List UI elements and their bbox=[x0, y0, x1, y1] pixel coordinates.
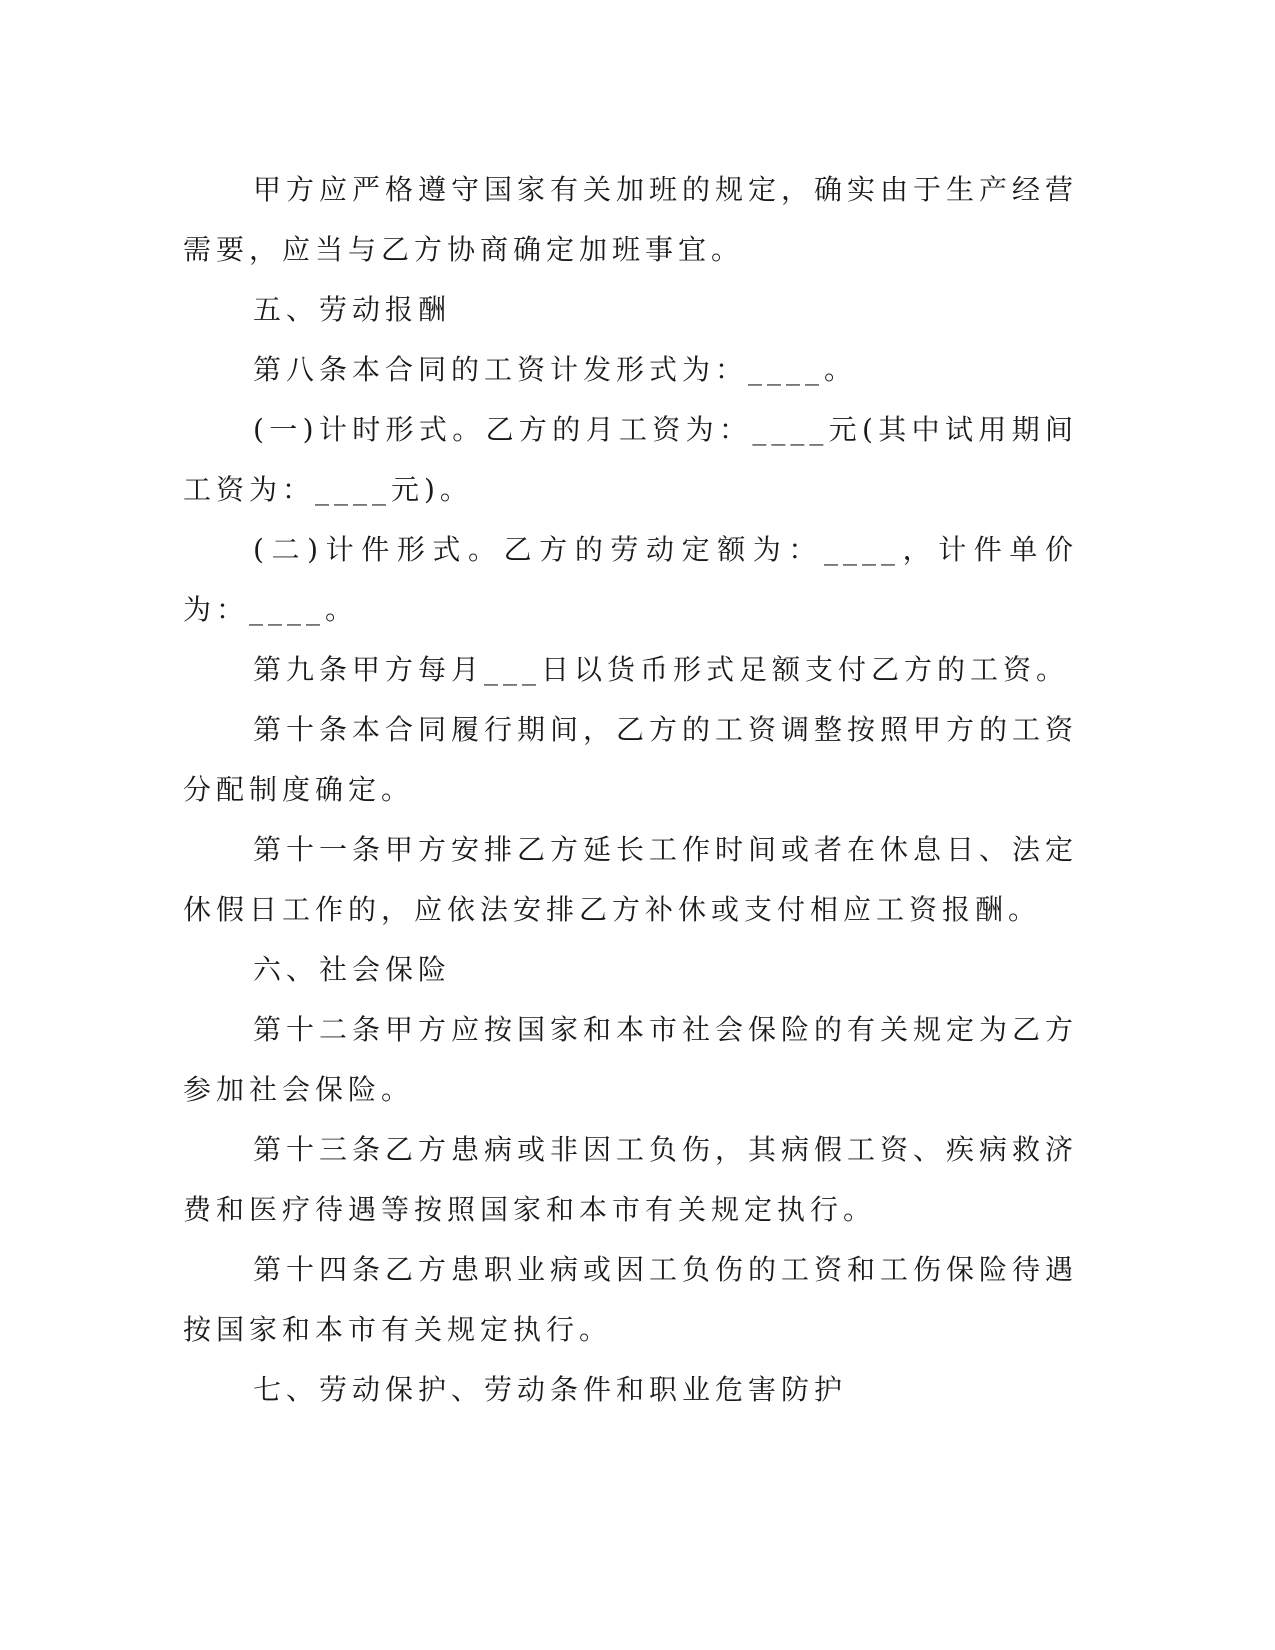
article-14: 第十四条乙方患职业病或因工负伤的工资和工伤保险待遇按国家和本市有关规定执行。 bbox=[183, 1253, 1079, 1346]
section-heading-remuneration: 五、劳动报酬 bbox=[253, 293, 452, 326]
article-11: 第十一条甲方安排乙方延长工作时间或者在休息日、法定休假日工作的，应依法安排乙方补休或支付相应工资报酬。 bbox=[183, 833, 1079, 926]
article-9: 第九条甲方每月___日以货币形式足额支付乙方的工资。 bbox=[253, 653, 1070, 686]
article-8-piece-based: (二)计件形式。乙方的劳动定额为：____，计件单价为：____。 bbox=[183, 533, 1078, 626]
paragraph-overtime-rule: 甲方应严格遵守国家有关加班的规定，确实由于生产经营需要，应当与乙方协商确定加班事宜。 bbox=[183, 173, 1079, 266]
article-8: 第八条本合同的工资计发形式为：____。 bbox=[253, 353, 858, 386]
article-8-time-based: (一)计时形式。乙方的月工资为：____元(其中试用期间工资为：____元)。 bbox=[183, 413, 1078, 506]
section-heading-social-insurance: 六、社会保险 bbox=[253, 953, 452, 986]
section-heading-labor-protection: 七、劳动保护、劳动条件和职业危害防护 bbox=[253, 1373, 848, 1406]
contract-body bbox=[183, 160, 1078, 1420]
article-10: 第十条本合同履行期间，乙方的工资调整按照甲方的工资分配制度确定。 bbox=[183, 713, 1079, 806]
article-13: 第十三条乙方患病或非因工负伤，其病假工资、疾病救济费和医疗待遇等按照国家和本市有关规定执行。 bbox=[183, 1133, 1079, 1226]
article-12: 第十二条甲方应按国家和本市社会保险的有关规定为乙方参加社会保险。 bbox=[183, 1013, 1079, 1106]
